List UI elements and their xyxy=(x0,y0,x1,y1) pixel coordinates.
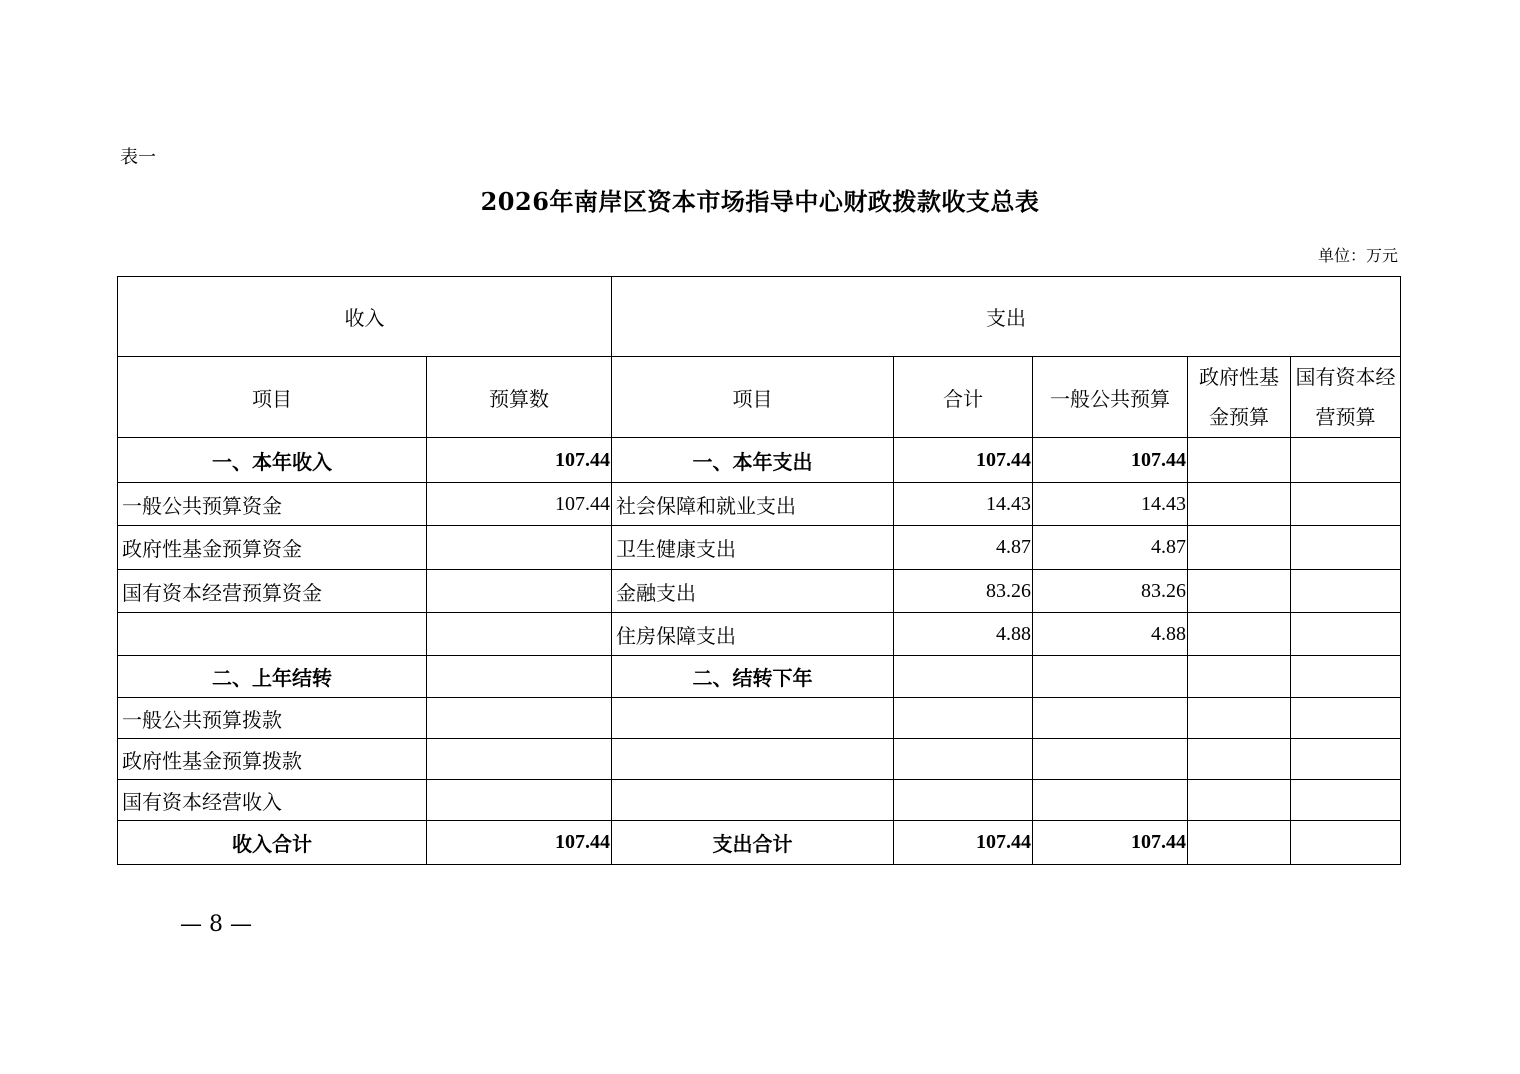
income-item-cell: 一般公共预算资金 xyxy=(118,483,427,526)
expense-total-cell: 83.26 xyxy=(894,570,1033,613)
gov-fund-cell xyxy=(1188,483,1291,526)
income-total-value: 107.44 xyxy=(427,821,612,865)
expense-total-cell xyxy=(894,698,1033,739)
expense-item-cell: 一、本年支出 xyxy=(612,438,894,483)
gov-fund-cell xyxy=(1188,656,1291,698)
income-budget-cell xyxy=(427,698,612,739)
gov-fund-cell xyxy=(1188,780,1291,821)
unit-label: 单位：万元 xyxy=(1317,246,1398,265)
general-public-cell xyxy=(1033,656,1188,698)
expense-total-label: 支出合计 xyxy=(612,821,894,865)
table-total-row xyxy=(118,821,1401,865)
income-item-cell: 一般公共预算拨款 xyxy=(118,698,427,739)
state-capital-cell xyxy=(1291,570,1401,613)
state-capital-cell xyxy=(1291,526,1401,570)
general-public-cell xyxy=(1033,739,1188,780)
gov-fund-total-value xyxy=(1188,821,1291,865)
general-public-cell: 107.44 xyxy=(1033,438,1188,483)
income-total-label: 收入合计 xyxy=(118,821,427,865)
general-public-total-value: 107.44 xyxy=(1033,821,1188,865)
income-item-header: 项目 xyxy=(118,357,427,438)
expense-item-cell: 社会保障和就业支出 xyxy=(612,483,894,526)
general-public-cell xyxy=(1033,780,1188,821)
state-capital-cell xyxy=(1291,698,1401,739)
gov-fund-cell xyxy=(1188,570,1291,613)
table-row xyxy=(118,613,1401,656)
expense-total-value: 107.44 xyxy=(894,821,1033,865)
expense-total-cell: 107.44 xyxy=(894,438,1033,483)
state-capital-cell xyxy=(1291,613,1401,656)
table-label: 表一 xyxy=(120,147,156,168)
expense-total-header: 合计 xyxy=(894,357,1033,438)
income-header: 收入 xyxy=(118,277,612,357)
table-header-row-1 xyxy=(118,277,1401,357)
state-capital-cell xyxy=(1291,438,1401,483)
general-public-header: 一般公共预算 xyxy=(1033,357,1188,438)
table-row xyxy=(118,698,1401,739)
state-capital-cell xyxy=(1291,739,1401,780)
income-budget-cell xyxy=(427,739,612,780)
income-budget-cell: 107.44 xyxy=(427,483,612,526)
expense-item-cell: 二、结转下年 xyxy=(612,656,894,698)
table-row xyxy=(118,570,1401,613)
gov-fund-cell xyxy=(1188,438,1291,483)
expense-item-cell xyxy=(612,739,894,780)
state-capital-total-value xyxy=(1291,821,1401,865)
state-capital-cell xyxy=(1291,656,1401,698)
table-row xyxy=(118,438,1401,483)
income-budget-cell xyxy=(427,570,612,613)
expense-total-cell: 4.88 xyxy=(894,613,1033,656)
expense-total-cell xyxy=(894,656,1033,698)
expense-total-cell: 4.87 xyxy=(894,526,1033,570)
general-public-cell: 83.26 xyxy=(1033,570,1188,613)
state-capital-cell xyxy=(1291,780,1401,821)
general-public-cell xyxy=(1033,698,1188,739)
expense-header: 支出 xyxy=(612,277,1401,357)
expense-item-cell xyxy=(612,698,894,739)
expense-total-cell xyxy=(894,780,1033,821)
general-public-cell: 4.87 xyxy=(1033,526,1188,570)
gov-fund-cell xyxy=(1188,739,1291,780)
table-row xyxy=(118,483,1401,526)
expense-item-cell: 金融支出 xyxy=(612,570,894,613)
income-budget-header: 预算数 xyxy=(427,357,612,438)
table-row xyxy=(118,526,1401,570)
gov-fund-cell xyxy=(1188,698,1291,739)
income-item-cell: 二、上年结转 xyxy=(118,656,427,698)
document-title: 2026年南岸区资本市场指导中心财政拨款收支总表 xyxy=(480,187,1040,216)
expense-item-cell: 卫生健康支出 xyxy=(612,526,894,570)
gov-fund-header: 政府性基金预算 xyxy=(1188,357,1291,438)
page-number: — 8 — xyxy=(180,912,252,937)
general-public-cell: 14.43 xyxy=(1033,483,1188,526)
income-item-cell: 一、本年收入 xyxy=(118,438,427,483)
state-capital-header: 国有资本经营预算 xyxy=(1291,357,1401,438)
expense-total-cell xyxy=(894,739,1033,780)
expense-item-cell xyxy=(612,780,894,821)
gov-fund-cell xyxy=(1188,613,1291,656)
income-item-cell: 国有资本经营预算资金 xyxy=(118,570,427,613)
income-budget-cell xyxy=(427,780,612,821)
gov-fund-cell xyxy=(1188,526,1291,570)
table-row xyxy=(118,656,1401,698)
table-row xyxy=(118,739,1401,780)
general-public-cell: 4.88 xyxy=(1033,613,1188,656)
income-item-cell xyxy=(118,613,427,656)
budget-table xyxy=(117,276,1401,865)
income-item-cell: 政府性基金预算资金 xyxy=(118,526,427,570)
expense-item-cell: 住房保障支出 xyxy=(612,613,894,656)
income-item-cell: 政府性基金预算拨款 xyxy=(118,739,427,780)
table-header-row-2 xyxy=(118,357,1401,438)
table-row xyxy=(118,780,1401,821)
expense-total-cell: 14.43 xyxy=(894,483,1033,526)
income-budget-cell: 107.44 xyxy=(427,438,612,483)
expense-item-header: 项目 xyxy=(612,357,894,438)
income-item-cell: 国有资本经营收入 xyxy=(118,780,427,821)
income-budget-cell xyxy=(427,613,612,656)
state-capital-cell xyxy=(1291,483,1401,526)
income-budget-cell xyxy=(427,656,612,698)
income-budget-cell xyxy=(427,526,612,570)
